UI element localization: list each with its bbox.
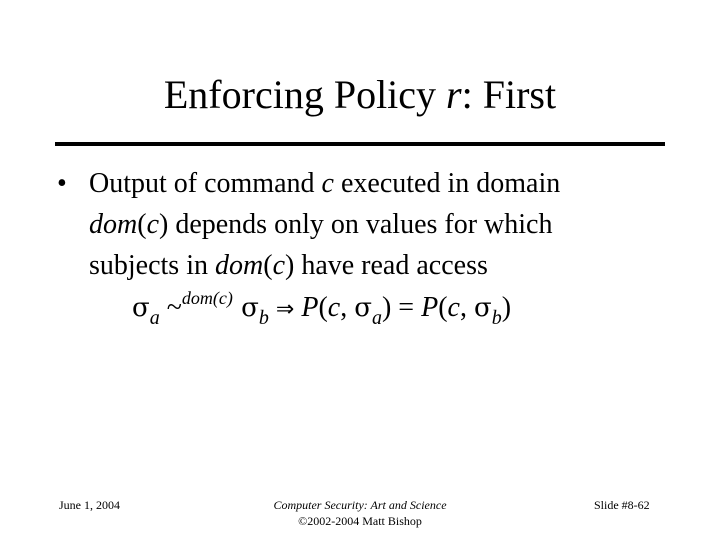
slide-title <box>0 70 720 120</box>
bullet-text-part: subjects in <box>89 250 215 281</box>
bullet-text-part: have read access <box>294 250 488 281</box>
func-dom: dom <box>215 250 264 281</box>
subscript: b <box>491 307 502 329</box>
footer-copyright: ©2002-2004 Matt Bishop <box>298 514 422 528</box>
bullet-text-part: Output of command <box>89 168 322 199</box>
var-c: c <box>272 250 285 281</box>
var-c: c <box>447 292 460 323</box>
var-c: c <box>146 209 159 240</box>
subscript: a <box>371 307 382 329</box>
footer-date: June 1, 2004 <box>59 498 120 512</box>
bullet-text-part: executed in domain <box>333 168 561 199</box>
paren: ( <box>137 209 147 240</box>
implies-symbol: ⇒ <box>268 297 302 322</box>
sigma-symbol: σ <box>354 293 372 323</box>
sigma-symbol: σ <box>232 293 259 323</box>
sigma-symbol: σ <box>473 293 492 323</box>
bullet-marker: • <box>57 168 67 199</box>
func-P: P <box>421 292 439 323</box>
comma: , <box>340 292 355 323</box>
func-P: P <box>301 292 319 323</box>
title-variable: r <box>446 72 462 117</box>
subscript: a <box>149 307 160 329</box>
tilde-symbol: ~ <box>159 292 182 323</box>
superscript: dom(c) <box>181 288 233 308</box>
paren-equals: ) = <box>381 292 422 323</box>
paren: ( <box>318 292 328 323</box>
title-suffix: : First <box>461 72 557 117</box>
comma: , <box>459 292 474 323</box>
slide-number: Slide #8-62 <box>594 498 650 512</box>
footer-source <box>200 497 520 529</box>
footer-book-title: Computer Security: Art and Science <box>273 498 447 512</box>
paren: ) <box>285 250 295 281</box>
title-prefix: Enforcing Policy <box>163 72 447 117</box>
func-dom: dom <box>89 209 138 240</box>
sigma-symbol: σ <box>132 293 150 323</box>
formula <box>132 288 652 330</box>
subscript: b <box>258 307 269 329</box>
paren: ( <box>263 250 273 281</box>
paren: ) <box>501 292 512 323</box>
bullet-text <box>89 163 679 286</box>
bullet-text-part: depends only on values for which <box>168 209 553 240</box>
var-c: c <box>327 292 341 323</box>
title-underline <box>55 142 665 146</box>
paren: ) <box>159 209 169 240</box>
paren: ( <box>438 292 448 323</box>
var-c: c <box>321 168 334 199</box>
